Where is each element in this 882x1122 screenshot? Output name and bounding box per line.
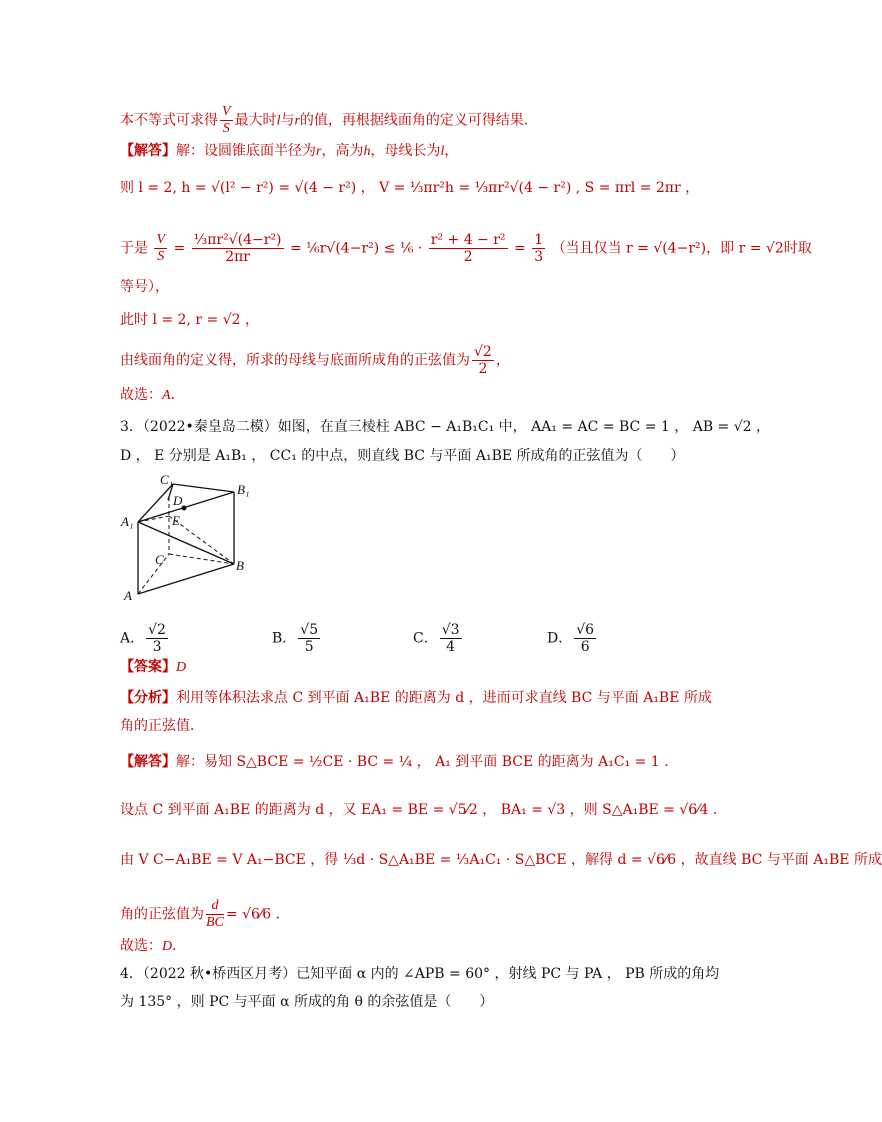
answer-line: 【答案】D bbox=[120, 659, 187, 675]
label-d: D bbox=[173, 493, 183, 508]
solution-intro: 【解答】解：设圆锥底面半径为r，高为h，母线长为l， bbox=[120, 143, 459, 159]
solution2-line-1: 【解答】解：易知 S△BCE = ½CE · BC = ¼ ， A₁ 到平面 BCE 的距离为 A₁C₁ = 1 ． bbox=[120, 754, 679, 770]
label-a1: A₁ bbox=[121, 514, 134, 529]
solution2-line-5: 故选：D． bbox=[120, 938, 187, 954]
label-b1: B₁ bbox=[237, 482, 250, 497]
solution2-line-4: 角的正弦值为 $\frac{d}{BC}$ = √6⁄6 ． bbox=[120, 898, 290, 930]
option-b: B． $\frac{√5}{5}$ bbox=[272, 622, 319, 655]
label-c: C bbox=[155, 552, 164, 567]
solution-line-6: 此时 l = 2, r = √2 ， bbox=[120, 312, 259, 328]
solution-line-5: 等号）， bbox=[120, 279, 169, 295]
prism-figure bbox=[118, 472, 268, 607]
q4-line-2: 为 135° ，则 PC 与平面 α 所成的角 θ 的余弦值是（ ） bbox=[120, 994, 494, 1010]
intro-line: 本不等式可求得 $\frac{V}{S}$ 最大时l与r的值，再根据线面角的定义可得结果． bbox=[120, 104, 538, 136]
solution-line-3: 则 l = 2, h = √(l² − r²) = √(4 − r²) ， V = ⅓πr²h = ⅓πr²√(4 − r²) , S = πrl = 2πr ， bbox=[120, 180, 700, 196]
analysis-line-2: 角的正弦值． bbox=[120, 718, 204, 734]
label-e: E bbox=[172, 513, 180, 528]
option-d: D． $\frac{√6}{6}$ bbox=[547, 622, 595, 655]
q4-line-1: 4．（2022 秋•桥西区月考）已知平面 α 内的 ∠APB = 60° ，射线 PC 与 PA ， PB 所成的角均 bbox=[120, 966, 720, 982]
option-a: A． $\frac{√2}{3}$ bbox=[120, 622, 166, 655]
v-over-s-fraction: $\frac{V}{S}$ bbox=[222, 104, 231, 136]
label-a: A bbox=[124, 588, 132, 603]
solution-line-7: 由线面角的定义得，所求的母线与底面所成角的正弦值为 $\frac{√2}{2}$ ， bbox=[120, 344, 510, 377]
solution-line-4: 于是 $\frac{V}{S}$ = $\frac{\text{⅓πr²√(4−r²)}}{2\pi r}$ = ⅙r√(4−r²) ≤ ⅙ · $\frac{\text{r² + 4 − r²}}{2}$ = $\frac{1}{3}$ （当且仅当 r = √(4−r²)，即 r = √2时取 bbox=[120, 232, 812, 265]
intro-text: 本不等式可求得 bbox=[120, 112, 218, 129]
label-c1: C₁ bbox=[160, 472, 174, 487]
label-b: B bbox=[236, 558, 244, 573]
q3-line-2: D ， E 分别是 A₁B₁ ， CC₁ 的中点，则直线 BC 与平面 A₁BE 所成角的正弦值为（ ） bbox=[120, 448, 685, 464]
analysis-line-1: 【分析】利用等体积法求点 C 到平面 A₁BE 的距离为 d ，进而可求直线 BC 与平面 A₁BE 所成 bbox=[120, 690, 712, 706]
solution2-line-2: 设点 C 到平面 A₁BE 的距离为 d ，又 EA₁ = BE = √5⁄2 ， BA₁ = √3 ，则 S△A₁BE = √6⁄4 ． bbox=[120, 802, 727, 818]
solution-line-8: 故选：A． bbox=[120, 387, 185, 403]
q3-line-1: 3．（2022•秦皇岛二模）如图，在直三棱柱 ABC − A₁B₁C₁ 中， AA₁ = AC = BC = 1 ， AB = √2 ， bbox=[120, 419, 771, 435]
solution2-line-3: 由 V C−A₁BE = V A₁−BCE ，得 ⅓d · S△A₁BE = ⅓A₁C₁ · S△BCE ，解得 d = √6⁄6 ，故直线 BC 与平面 A₁BE 所成 bbox=[120, 852, 882, 868]
option-c: C． $\frac{√3}{4}$ bbox=[413, 622, 460, 655]
